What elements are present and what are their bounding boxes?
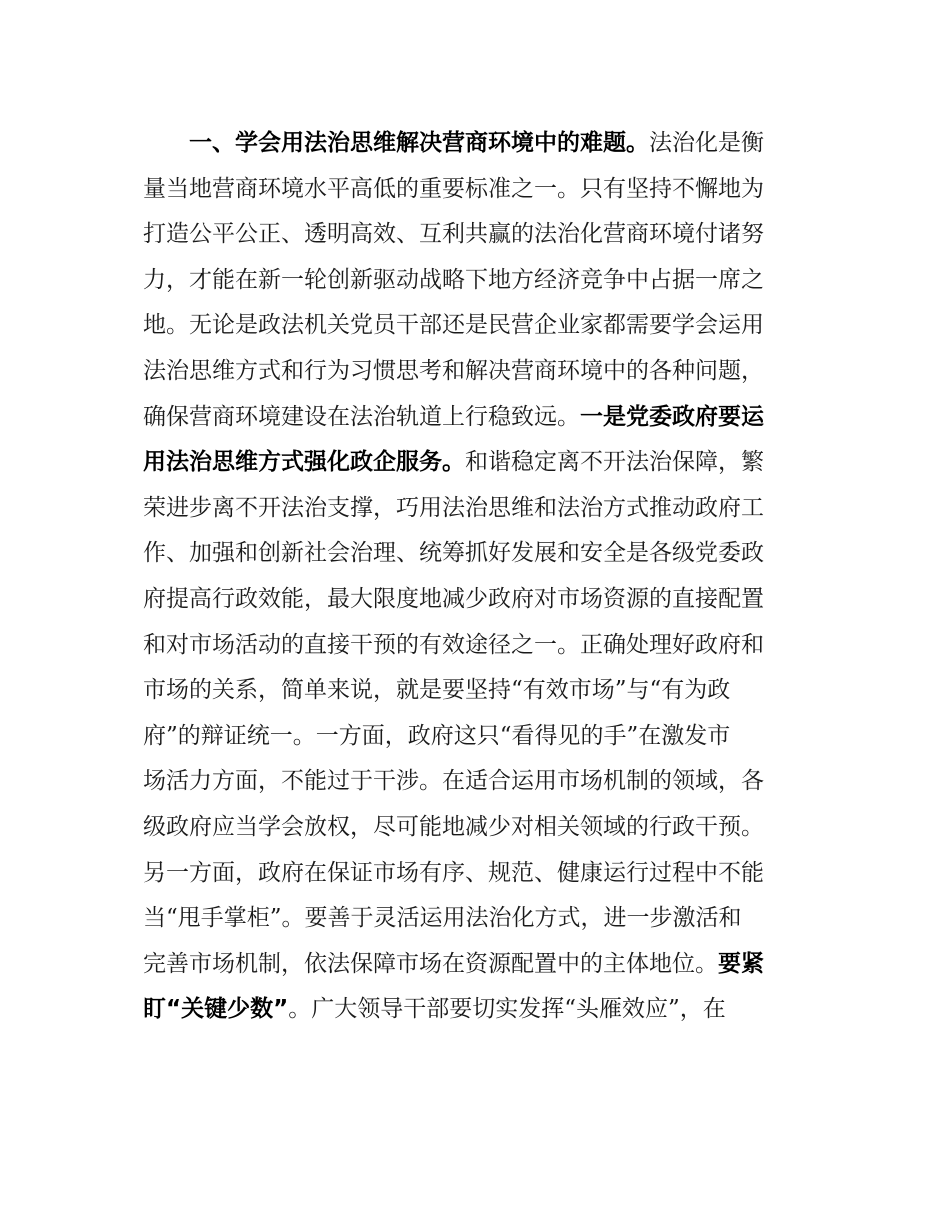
bold-heading-span: 盯“关键少数” [143, 996, 289, 1023]
text-span: 府提高行政效能，最大限度地减少政府对市场资源的直接配置 [143, 585, 764, 612]
bold-heading-span: 用法治思维方式强化政企服务。 [143, 449, 465, 476]
text-span: 当“甩手掌柜”。要善于灵活运用法治化方式，进一步激活和 [143, 905, 742, 932]
text-line [143, 987, 808, 1033]
text-span: 府”的辩证统一。一方面，政府这只“看得见的手”在激发市 [143, 722, 731, 749]
bold-heading-span: 一、学会用法治思维解决营商环境中的难题。 [189, 130, 649, 156]
text-line [143, 896, 808, 942]
text-line [143, 440, 808, 486]
text-line [143, 577, 808, 623]
text-span: 法治化是衡 [649, 130, 764, 156]
text-line [143, 623, 808, 669]
text-line [143, 714, 808, 760]
text-line [143, 349, 808, 395]
text-span: 市场的关系，简单来说，就是要坚持“有效市场”与“有为政 [143, 677, 731, 704]
text-line [143, 668, 808, 714]
text-span: 和谐稳定离不开法治保障，繁 [465, 449, 764, 476]
text-span: 。广大领导干部要切实发挥“头雁效应”，在 [288, 996, 726, 1023]
text-span: 确保营商环境建设在法治轨道上行稳致远。 [143, 403, 580, 430]
text-span: 打造公平公正、透明高效、互利共赢的法治化营商环境付诸努 [143, 221, 764, 248]
text-span: 力，才能在新一轮创新驱动战略下地方经济竞争中占据一席之 [143, 266, 764, 293]
text-span: 级政府应当学会放权，尽可能地减少对相关领域的行政干预。 [143, 813, 764, 840]
text-span: 场活力方面，不能过于干涉。在适合运用市场机制的领域，各 [143, 768, 764, 795]
text-line [143, 303, 808, 349]
text-span: 作、加强和创新社会治理、统筹抓好发展和安全是各级党委政 [143, 540, 764, 567]
text-span: 法治思维方式和行为习惯思考和解决营商环境中的各种问题， [143, 357, 764, 384]
text-line [143, 121, 808, 167]
text-span: 量当地营商环境水平高低的重要标准之一。只有坚持不懈地为 [143, 175, 764, 202]
bold-heading-span: 一是党委政府要运 [580, 403, 764, 430]
text-line [143, 486, 808, 532]
text-span: 荣进步离不开法治支撑，巧用法治思维和法治方式推动政府工 [143, 494, 764, 521]
text-line [143, 942, 808, 988]
text-line [143, 805, 808, 851]
text-line [143, 759, 808, 805]
text-span: 和对市场活动的直接干预的有效途径之一。正确处理好政府和 [143, 631, 764, 658]
text-span: 另一方面，政府在保证市场有序、规范、健康运行过程中不能 [143, 859, 764, 886]
text-span: 地。无论是政法机关党员干部还是民营企业家都需要学会运用 [143, 312, 764, 339]
text-span: 完善市场机制，依法保障市场在资源配置中的主体地位。 [143, 950, 718, 977]
text-line [143, 851, 808, 897]
text-line [143, 212, 808, 258]
text-line [143, 258, 808, 304]
text-line [143, 395, 808, 441]
text-line [143, 167, 808, 213]
text-line [143, 531, 808, 577]
bold-heading-span: 要紧 [718, 950, 764, 977]
body-paragraph [143, 121, 808, 1033]
